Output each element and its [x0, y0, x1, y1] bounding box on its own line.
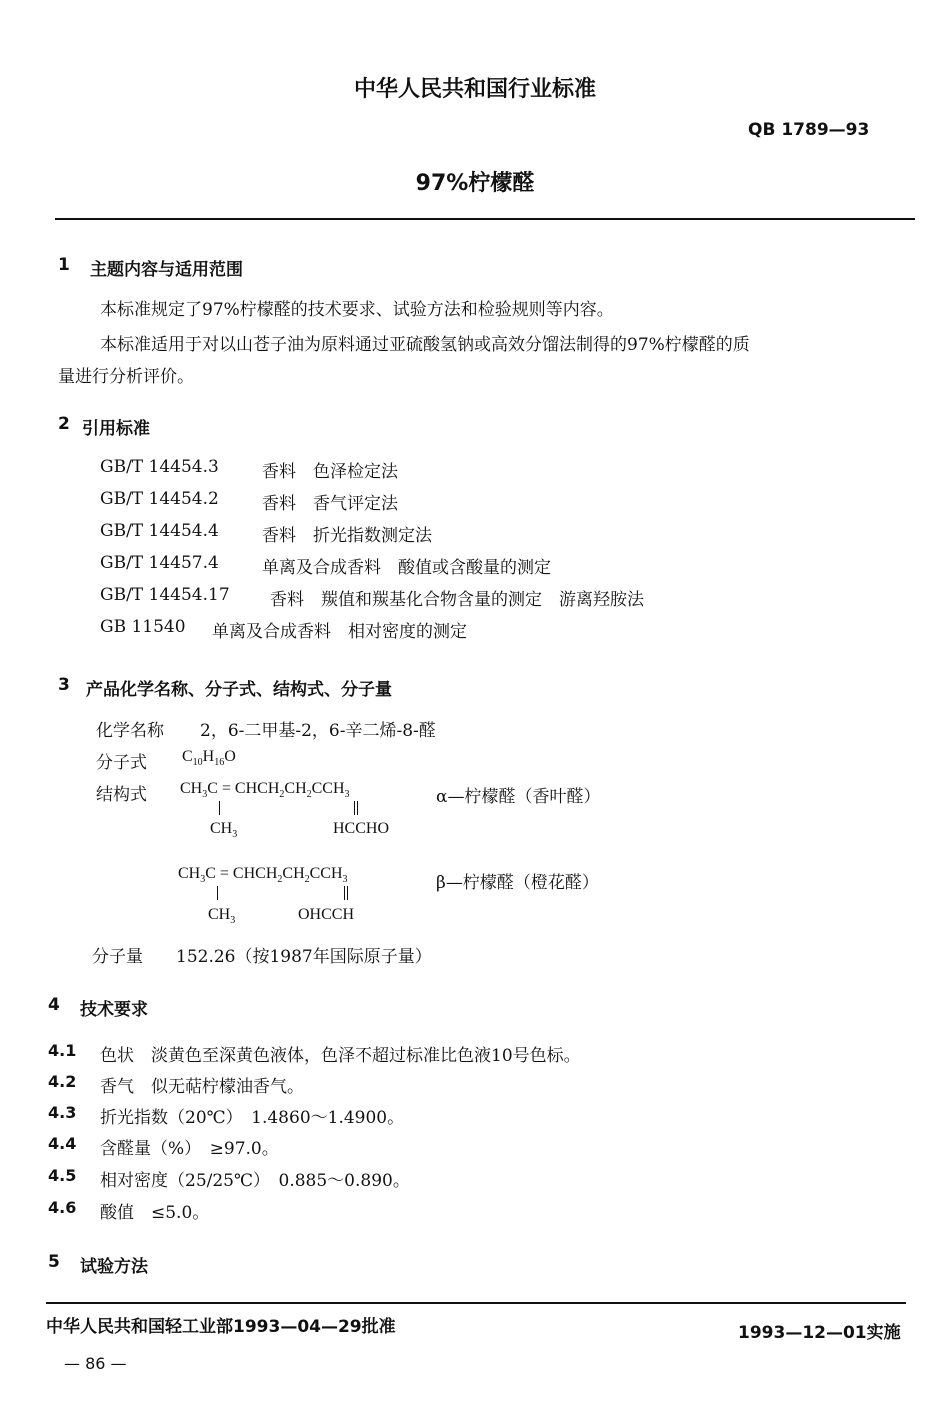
alpha-citral-name: α—柠檬醛（香叶醛）: [436, 787, 601, 807]
requirement-text: 色状 淡黄色至深黄色液体，色泽不超过标准比色液10号色标。: [100, 1046, 581, 1066]
ref-code: GB/T 14454.2: [100, 489, 219, 509]
structural-formula-label: 结构式: [96, 785, 147, 805]
ref-title: 单离及合成香料 酸值或含酸量的测定: [262, 558, 551, 578]
beta-left-bond: [217, 886, 218, 900]
footer-rule: [46, 1302, 906, 1304]
ref-title: 香料 香气评定法: [262, 494, 398, 514]
section-1-para-2-line-1: 本标准适用于对以山苍子油为原料通过亚硫酸氢钠或高效分馏法制得的97%柠檬醛的质: [100, 335, 750, 355]
requirement-text: 香气 似无萜柠檬油香气。: [100, 1077, 304, 1097]
ref-title: 香料 折光指数测定法: [262, 526, 432, 546]
ref-code: GB/T 14454.3: [100, 457, 219, 477]
requirement-number: 4.1: [48, 1041, 77, 1060]
section-3-heading: 产品化学名称、分子式、结构式、分子量: [86, 680, 392, 700]
requirement-text: 折光指数（20℃） 1.4860～1.4900。: [100, 1108, 405, 1128]
ref-title: 香料 羰值和羰基化合物含量的测定 游离羟胺法: [270, 590, 644, 610]
molecular-weight-label: 分子量: [92, 947, 143, 967]
ref-code: GB 11540: [100, 617, 186, 637]
standard-number: QB 1789—93: [748, 120, 870, 140]
section-2-heading: 引用标准: [82, 419, 150, 439]
section-1-heading: 主题内容与适用范围: [90, 260, 243, 280]
section-4-number: 4: [48, 995, 60, 1015]
molecular-formula: $C_{10}H_{16}O$: [182, 748, 236, 769]
requirement-number: 4.6: [48, 1198, 77, 1217]
section-5-heading: 试验方法: [80, 1257, 148, 1277]
section-3-number: 3: [58, 675, 70, 695]
beta-right-branch: OHCCH: [298, 906, 355, 923]
section-1-para-1: 本标准规定了97%柠檬醛的技术要求、试验方法和检验规则等内容。: [100, 300, 614, 320]
header-rule: [55, 218, 915, 220]
org-title: 中华人民共和国行业标准: [353, 77, 596, 102]
document-title: 97%柠檬醛: [415, 171, 535, 196]
beta-right-bond-double: [347, 886, 348, 900]
requirement-number: 4.4: [48, 1134, 77, 1153]
alpha-right-bond-double: [357, 801, 358, 815]
section-1-para-2-line-2: 量进行分析评价。: [58, 367, 194, 387]
alpha-right-branch: HCCHO: [333, 820, 390, 837]
chemical-name-value: 2，6-二甲基-2，6-辛二烯-8-醛: [200, 721, 436, 741]
ref-code: GB/T 14454.17: [100, 585, 230, 605]
page-number: — 86 —: [64, 1354, 127, 1373]
requirement-number: 4.2: [48, 1072, 77, 1091]
approval-statement: 中华人民共和国轻工业部1993—04—29批准: [46, 1317, 396, 1337]
alpha-structure-main-chain: $CH_3C$ = $CHCH_2CH_2CCH_3$: [180, 780, 350, 801]
beta-right-bond: [344, 886, 345, 900]
beta-left-branch: $CH_3$: [208, 906, 236, 927]
section-4-heading: 技术要求: [80, 1000, 148, 1020]
section-2-number: 2: [58, 414, 70, 434]
molecular-formula-label: 分子式: [96, 753, 147, 773]
requirement-text: 酸值 ≤5.0。: [100, 1203, 210, 1223]
requirement-text: 相对密度（25/25℃） 0.885～0.890。: [100, 1171, 410, 1191]
ref-title: 单离及合成香料 相对密度的测定: [212, 622, 467, 642]
section-1-number: 1: [58, 255, 70, 275]
ref-title: 香料 色泽检定法: [262, 462, 398, 482]
requirement-number: 4.5: [48, 1166, 77, 1185]
ref-code: GB/T 14454.4: [100, 521, 219, 541]
alpha-left-bond: [219, 801, 220, 815]
section-5-number: 5: [48, 1252, 60, 1272]
requirement-text: 含醛量（%） ≥97.0。: [100, 1139, 279, 1159]
ref-code: GB/T 14457.4: [100, 553, 219, 573]
molecular-weight-value: 152.26（按1987年国际原子量）: [176, 947, 432, 967]
alpha-right-bond: [354, 801, 355, 815]
requirement-number: 4.3: [48, 1103, 77, 1122]
beta-citral-name: β—柠檬醛（橙花醛）: [436, 873, 599, 893]
implementation-date: 1993—12—01实施: [738, 1323, 901, 1343]
chemical-name-label: 化学名称: [96, 721, 164, 741]
alpha-left-branch: $CH_3$: [210, 820, 238, 841]
beta-structure-main-chain: $CH_3C$ = $CHCH_2CH_2CCH_3$: [178, 865, 348, 886]
